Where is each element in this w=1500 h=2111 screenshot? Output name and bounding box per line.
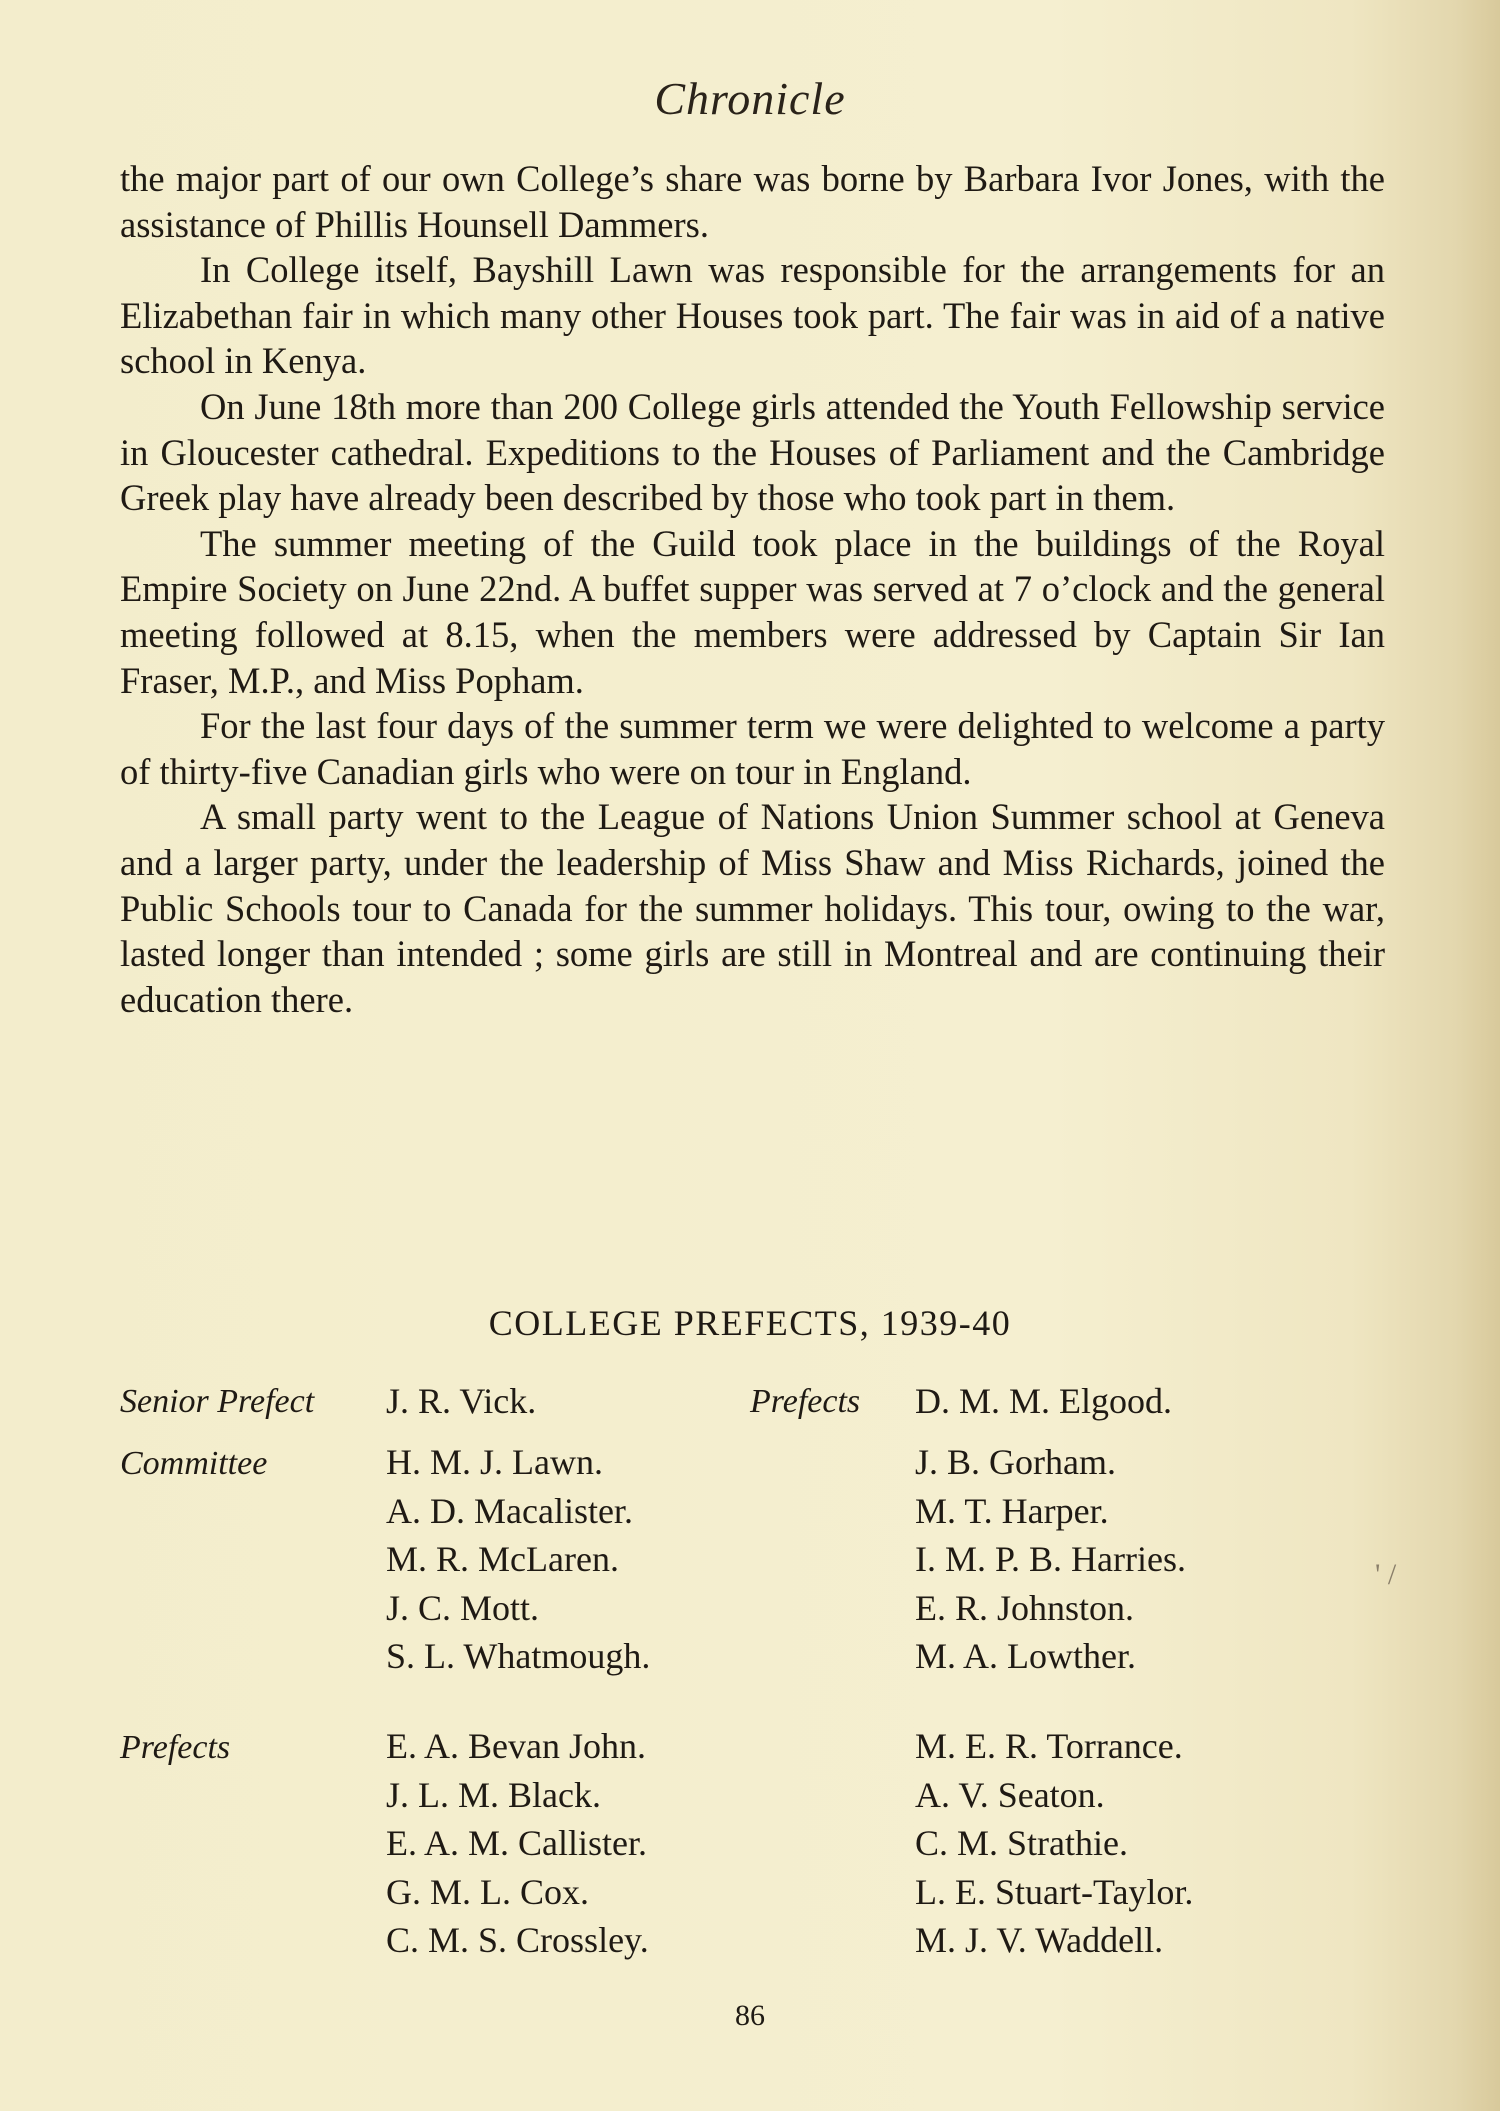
paragraph: A small party went to the League of Nations Union Summer school at Geneva and a larger party, under the leadership of Miss Shaw and Miss Richards, joined the Public Schools tour to Canada for the summer holidays. This tour, owing to the war, lasted longer than intended ; some girls are still in Montreal and are continuing their education there. — [120, 796, 1385, 1020]
prefects-list-right-top — [915, 1377, 1172, 1426]
paragraph: the major part of our own College’s share was borne by Barbara Ivor Jones, with the assistance of Phillis Hounsell Dammers. — [120, 158, 1385, 245]
name-entry: J. L. M. Black. — [386, 1774, 601, 1815]
paragraph: On June 18th more than 200 College girls attended the Youth Fellowship service in Gloucester cathedral. Expeditions to the Houses of Parliament and the Cambridge Greek play have already been described by those who took part in them. — [120, 385, 1385, 519]
name-entry: A. V. Seaton. — [915, 1774, 1105, 1815]
page-number: 86 — [735, 1999, 765, 2032]
name-entry: E. R. Johnston. — [915, 1587, 1135, 1628]
committee-label: Committee — [120, 1445, 268, 1482]
prefects-list-left — [386, 1722, 649, 1965]
name-entry: E. A. Bevan John. — [386, 1726, 646, 1766]
name-entry: G. M. L. Cox. — [386, 1871, 590, 1912]
name-entry: M. E. R. Torrance. — [915, 1726, 1183, 1766]
name-entry: L. E. Stuart-Taylor. — [915, 1871, 1194, 1912]
chronicle-body — [120, 156, 1385, 1022]
name-entry: J. C. Mott. — [386, 1587, 540, 1628]
name-entry: M. R. McLaren. — [386, 1539, 619, 1580]
prefects-list-right-bottom — [915, 1722, 1193, 1965]
name-entry: S. L. Whatmough. — [386, 1636, 651, 1677]
name-entry: J. R. Vick. — [386, 1381, 537, 1421]
name-entry: H. M. J. Lawn. — [386, 1442, 603, 1482]
name-entry: C. M. S. Crossley. — [386, 1920, 649, 1961]
name-entry: M. J. V. Waddell. — [915, 1920, 1164, 1961]
name-entry: A. D. Macalister. — [386, 1490, 633, 1531]
prefects-label-right: Prefects — [750, 1383, 861, 1420]
paragraph: The summer meeting of the Guild took place in the buildings of the Royal Empire Society on June 22nd. A buffet supper was served at 7 o’clock and the general meeting followed at 8.15, when the members were addressed by Captain Sir Ian Fraser, M.P., and Miss Popham. — [120, 522, 1385, 701]
name-entry: M. A. Lowther. — [915, 1636, 1136, 1677]
senior-prefect-name — [386, 1377, 536, 1426]
senior-prefect-label: Senior Prefect — [120, 1383, 315, 1420]
name-entry: C. M. Strathie. — [915, 1823, 1128, 1864]
committee-list — [386, 1438, 650, 1681]
name-entry: E. A. M. Callister. — [386, 1823, 647, 1864]
prefects-list-right — [915, 1438, 1186, 1681]
prefects-title: COLLEGE PREFECTS, 1939-40 — [488, 1303, 1012, 1343]
name-entry: M. T. Harper. — [915, 1490, 1109, 1531]
paragraph: For the last four days of the summer term we were delighted to welcome a party of thirty-five Canadian girls who were on tour in England. — [120, 705, 1385, 792]
name-entry: D. M. M. Elgood. — [915, 1381, 1173, 1421]
name-entry: I. M. P. B. Harries. — [915, 1539, 1186, 1580]
running-head: Chronicle — [654, 73, 846, 124]
paragraph: In College itself, Bayshill Lawn was responsible for the arrangements for an Elizabethan fair in which many other Houses took part. The fair was in aid of a native school in Kenya. — [120, 249, 1385, 382]
margin-mark: ' / — [1375, 1558, 1397, 1591]
name-entry: J. B. Gorham. — [915, 1442, 1116, 1482]
prefects-label-left: Prefects — [120, 1729, 231, 1766]
